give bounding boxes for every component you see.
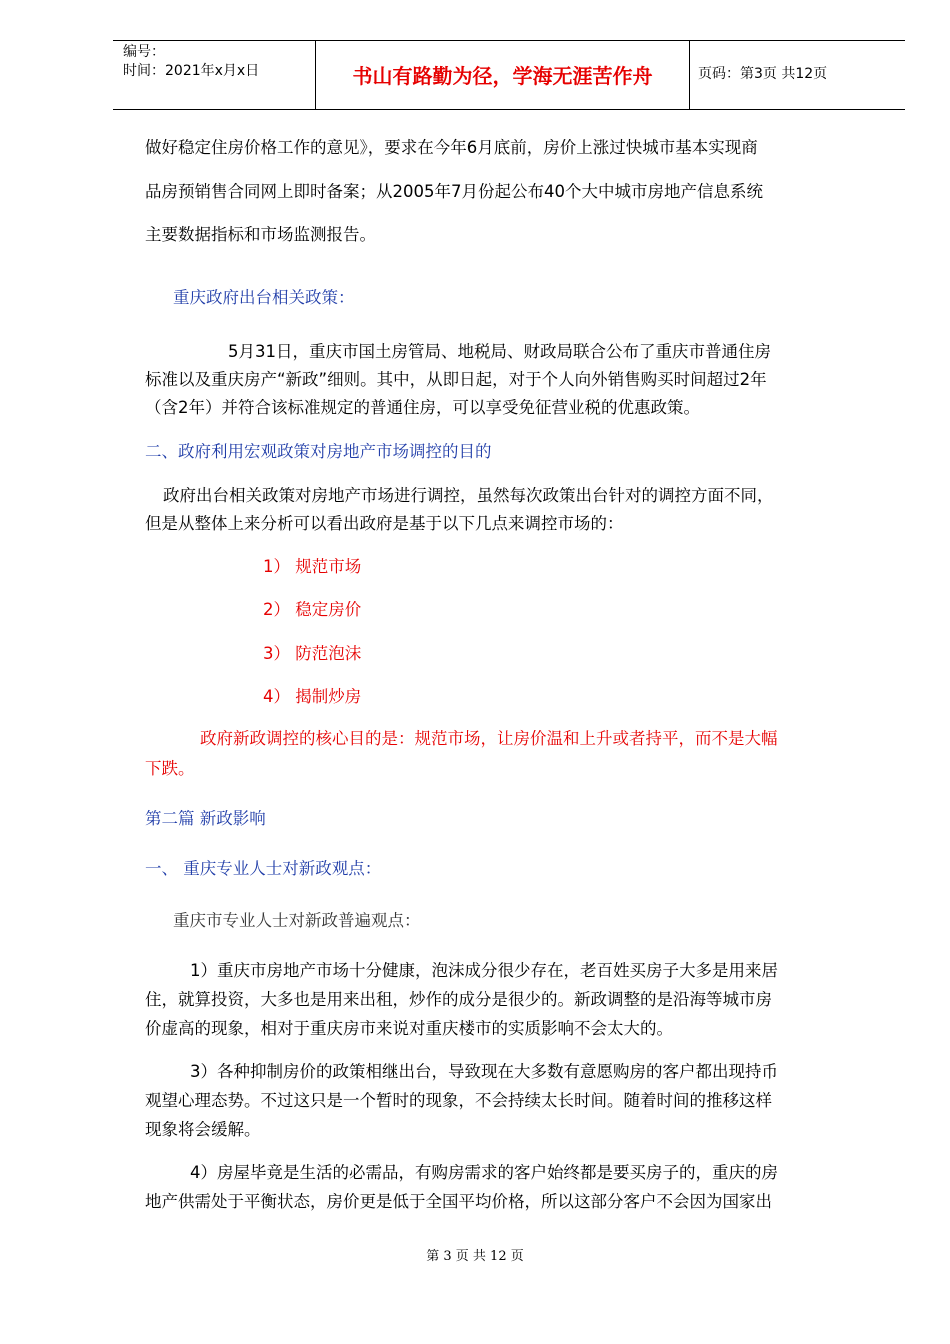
chongqing-policy-heading: 重庆政府出台相关政策： [173,288,355,307]
document-time: 时间：2021年x月x日 [123,63,260,79]
goal-item: 4） 揭制炒房 [263,687,362,706]
paragraph-line: 做好稳定住房价格工作的意见》，要求在今年6月底前，房价上涨过快城市基本实现商 [145,138,758,157]
paragraph-line: 但是从整体上来分析可以看出政府是基于以下几点来调控市场的： [145,514,624,533]
paragraph-line: 标准以及重庆房产“新政”细则。其中，从即日起，对于个人向外销售购买时间超过2年 [145,370,767,389]
header-motto-cell [316,41,690,109]
part-heading: 第二篇 新政影响 [145,809,266,828]
paragraph-line: 1）重庆市房地产市场十分健康，泡沫成分很少存在，老百姓买房子大多是用来居 [190,961,778,980]
goal-item: 2） 稳定房价 [263,600,362,619]
core-purpose-line: 下跌。 [145,759,195,778]
document-number-label: 编号： [123,44,165,60]
paragraph-line: 主要数据指标和市场监测报告。 [145,225,376,244]
paragraph-line: 住，就算投资，大多也是用来出租，炒作的成分是很少的。新政调整的是沿海等城市房 [145,990,772,1009]
paragraph-line: 地产供需处于平衡状态，房价更是低于全国平均价格，所以这部分客户不会因为国家出 [145,1192,772,1211]
page-footer: 第 3 页 共 12 页 [426,1249,524,1264]
paragraph-line: 3）各种抑制房价的政策相继出台，导致现在大多数有意愿购房的客户都出现持币 [190,1062,778,1081]
header-page-info: 页码：第3页 共12页 [698,66,828,82]
goal-item: 1） 规范市场 [263,557,362,576]
paragraph-line: 5月31日，重庆市国土房管局、地税局、财政局联合公布了重庆市普通住房 [228,342,771,361]
paragraph-line: 观望心理态势。不过这只是一个暂时的现象，不会持续太长时间。随着时间的推移这样 [145,1091,772,1110]
header-meta-cell [113,41,316,109]
paragraph-line: 4）房屋毕竟是生活的必需品，有购房需求的客户始终都是要买房子的，重庆的房 [190,1163,778,1182]
section-heading: 二、政府利用宏观政策对房地产市场调控的目的 [145,442,492,461]
paragraph-line: 政府出台相关政策对房地产市场进行调控，虽然每次政策出台针对的调控方面不同， [163,486,774,505]
paragraph-line: （含2年）并符合该标准规定的普通住房，可以享受免征营业税的优惠政策。 [145,398,700,417]
core-purpose-line: 政府新政调控的核心目的是：规范市场，让房价温和上升或者持平，而不是大幅 [200,729,778,748]
paragraph-line: 价虚高的现象，相对于重庆房市来说对重庆楼市的实质影响不会太大的。 [145,1019,673,1038]
header-page-cell [690,41,905,109]
goal-item: 3） 防范泡沫 [263,644,362,663]
paragraph-line: 现象将会缓解。 [145,1120,261,1139]
paragraph-line: 品房预销售合同网上即时备案；从2005年7月份起公布40个大中城市房地产信息系统 [145,182,763,201]
opinion-intro: 重庆市专业人士对新政普遍观点： [173,911,421,930]
page-header [113,40,905,110]
header-motto: 书山有路勤为径，学海无涯苦作舟 [352,64,653,88]
subsection-heading: 一、 重庆专业人士对新政观点： [145,859,382,878]
